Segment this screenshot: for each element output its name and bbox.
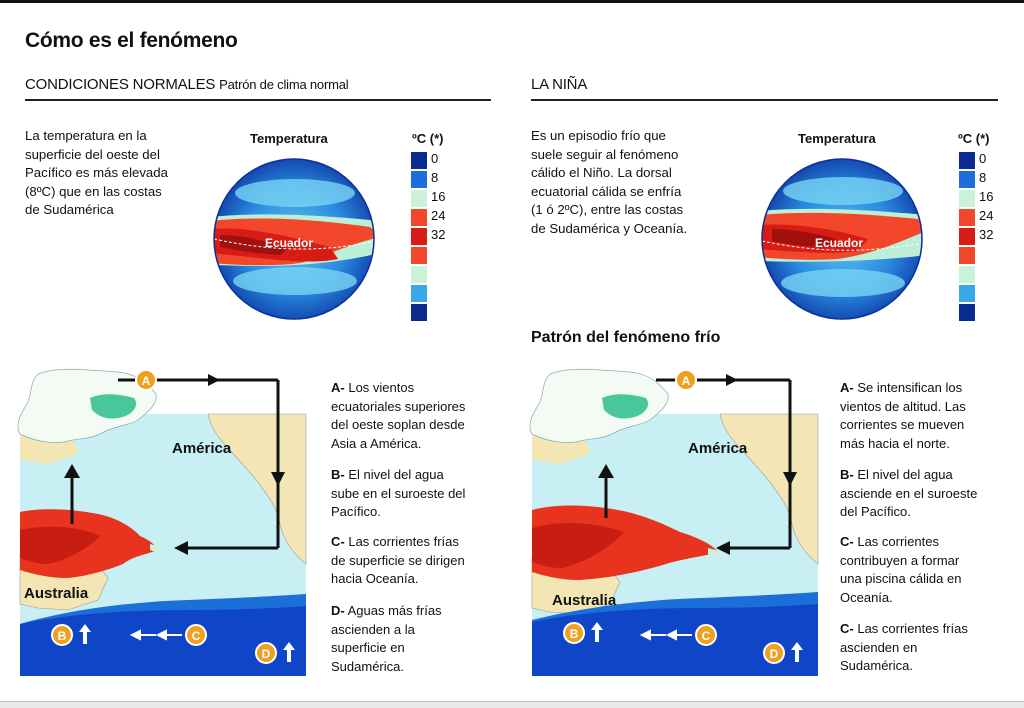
legend-row (959, 246, 1024, 265)
normal-legend-unit: ºC (*) (412, 131, 444, 146)
intro-line: (8ºC) que en las costas (25, 183, 162, 199)
note-line: Pacífico. (331, 504, 381, 519)
marker-c-label: C (191, 629, 201, 643)
marker-a (136, 370, 156, 390)
legend-row (959, 303, 1024, 322)
note-line: Aguas más frías (347, 603, 442, 618)
normal-equator-label: Ecuador (265, 236, 314, 250)
marker-a (676, 370, 696, 390)
note-key: C- (331, 534, 345, 549)
nina-header-text: LA NIÑA (531, 76, 588, 93)
normal-note-c (331, 533, 465, 589)
nina-section-header (531, 76, 587, 93)
legend-row (959, 284, 1024, 303)
intro-line: Es un episodio frío que (531, 128, 666, 143)
note-line: Las corrientes (857, 534, 939, 549)
legend-row (411, 189, 551, 208)
legend-label: 16 (979, 189, 994, 204)
nina-note-c (840, 533, 961, 607)
legend-row (959, 151, 1024, 170)
intro-line: de Sudamérica y Oceanía. (531, 220, 688, 236)
map-label-america: América (688, 440, 748, 457)
intro-line: (1 ó 2ºC), entre las costas (531, 202, 684, 218)
legend-row (411, 246, 551, 265)
note-line: contribuyen a formar (840, 552, 960, 568)
intro-line: suele seguir al fenómeno (531, 146, 679, 162)
note-line: de superficie se dirigen (331, 552, 465, 568)
legend-row (959, 265, 1024, 284)
note-line: sube en el suroeste del (331, 485, 466, 501)
note-line: corrientes se mueven (840, 417, 965, 432)
legend-label: 32 (979, 227, 994, 242)
legend-row (959, 189, 1024, 208)
legend-swatch (411, 171, 427, 188)
intro-line: Pacífico es más elevada (25, 165, 168, 181)
marker-a-label: A (141, 374, 151, 388)
legend-row (411, 151, 551, 170)
intro-line: cálido el Niño. La dorsal (531, 165, 672, 181)
marker-d-label: D (769, 647, 779, 661)
legend-swatch (959, 152, 975, 169)
legend-swatch (411, 247, 427, 264)
normal-note-b (331, 466, 465, 522)
marker-b-label: B (57, 629, 67, 643)
normal-globe-title: Temperatura (250, 131, 328, 146)
note-line: Las corrientes frías (857, 621, 968, 636)
note-key: A- (331, 380, 345, 395)
normal-pacific-map (8, 364, 313, 679)
legend-row (411, 284, 551, 303)
legend-row (959, 170, 1024, 189)
note-line: del Pacífico. (840, 504, 911, 519)
legend-swatch (959, 228, 975, 245)
normal-header-rule (25, 99, 491, 101)
top-border (0, 0, 1024, 3)
note-key: B- (840, 467, 854, 482)
note-line: más hacia el norte. (840, 435, 950, 451)
note-line: Los vientos (348, 380, 415, 395)
note-key: C- (840, 534, 854, 549)
nina-pattern-title: Patrón del fenómeno frío (531, 329, 721, 346)
note-line: vientos de altitud. Las (840, 398, 966, 414)
note-line: Sudamérica. (331, 658, 404, 674)
note-line: Las corrientes frías (348, 534, 459, 549)
note-line: Se intensifican los (857, 380, 963, 395)
legend-swatch (411, 266, 427, 283)
legend-swatch (959, 171, 975, 188)
map-label-australia: Australia (24, 585, 89, 602)
nina-equator-label: Ecuador (815, 236, 864, 250)
intro-line: de Sudamérica (25, 202, 114, 218)
legend-swatch (411, 152, 427, 169)
legend-swatch (959, 304, 975, 321)
nina-note-b (840, 466, 977, 522)
marker-b-label: B (569, 627, 579, 641)
note-line: El nivel del agua (857, 467, 953, 482)
legend-swatch (959, 209, 975, 226)
legend-row (411, 303, 551, 322)
note-line: Oceanía. (840, 589, 893, 605)
legend-label: 0 (979, 151, 987, 166)
legend-label: 8 (979, 170, 987, 185)
marker-c-label: C (701, 629, 711, 643)
note-line: superficie en (331, 640, 405, 655)
map-label-australia: Australia (552, 592, 617, 609)
normal-subheader-text: Patrón de clima normal (219, 77, 349, 92)
note-key: D- (331, 603, 345, 618)
legend-swatch (959, 190, 975, 207)
legend-label: 0 (431, 151, 439, 166)
legend-row (411, 208, 551, 227)
intro-line: ecuatorial cálida se enfría (531, 183, 682, 199)
legend-row (959, 208, 1024, 227)
legend-swatch (411, 190, 427, 207)
legend-label: 8 (431, 170, 439, 185)
note-key: C- (840, 621, 854, 636)
intro-line: superficie del oeste del (25, 146, 160, 162)
legend-swatch (411, 228, 427, 245)
legend-swatch (959, 247, 975, 264)
intro-line: La temperatura en la (25, 128, 147, 143)
note-line: Sudamérica. (840, 658, 913, 673)
note-line: Asia a América. (331, 435, 422, 451)
page-title: Cómo es el fenómeno (25, 29, 238, 52)
marker-a-label: A (681, 374, 691, 388)
note-line: ecuatoriales superiores (331, 398, 466, 414)
note-line: ascienden en (840, 639, 918, 655)
note-line: hacia Oceanía. (331, 571, 419, 586)
note-line: El nivel del agua (348, 467, 444, 482)
nina-intro (531, 127, 687, 239)
nina-note-d (840, 620, 968, 676)
legend-swatch (959, 266, 975, 283)
note-line: una piscina cálida en (840, 571, 962, 586)
map-label-america: América (172, 440, 232, 457)
nina-pacific-map (520, 364, 825, 679)
normal-note-a (331, 379, 465, 453)
normal-intro (25, 127, 168, 220)
note-key: A- (840, 380, 854, 395)
legend-row (959, 227, 1024, 246)
nina-header-rule (531, 99, 998, 101)
legend-row (411, 265, 551, 284)
normal-section-header (25, 76, 348, 93)
legend-label: 32 (431, 227, 446, 242)
legend-row (411, 227, 551, 246)
legend-swatch (411, 304, 427, 321)
note-line: ascienden a la (331, 621, 415, 637)
note-line: asciende en el suroeste (840, 485, 978, 501)
normal-header-text: CONDICIONES NORMALES (25, 76, 216, 93)
legend-swatch (959, 285, 975, 302)
legend-row (411, 170, 551, 189)
legend-swatch (411, 285, 427, 302)
marker-d-label: D (261, 647, 271, 661)
note-line: del oeste soplan desde (331, 417, 465, 432)
normal-note-d (331, 602, 442, 676)
legend-swatch (411, 209, 427, 226)
nina-globe-title: Temperatura (798, 131, 876, 146)
legend-label: 24 (431, 208, 446, 223)
nina-legend-unit: ºC (*) (958, 131, 990, 146)
legend-label: 24 (979, 208, 994, 223)
nina-note-a (840, 379, 966, 453)
note-key: B- (331, 467, 345, 482)
legend-label: 16 (431, 189, 446, 204)
